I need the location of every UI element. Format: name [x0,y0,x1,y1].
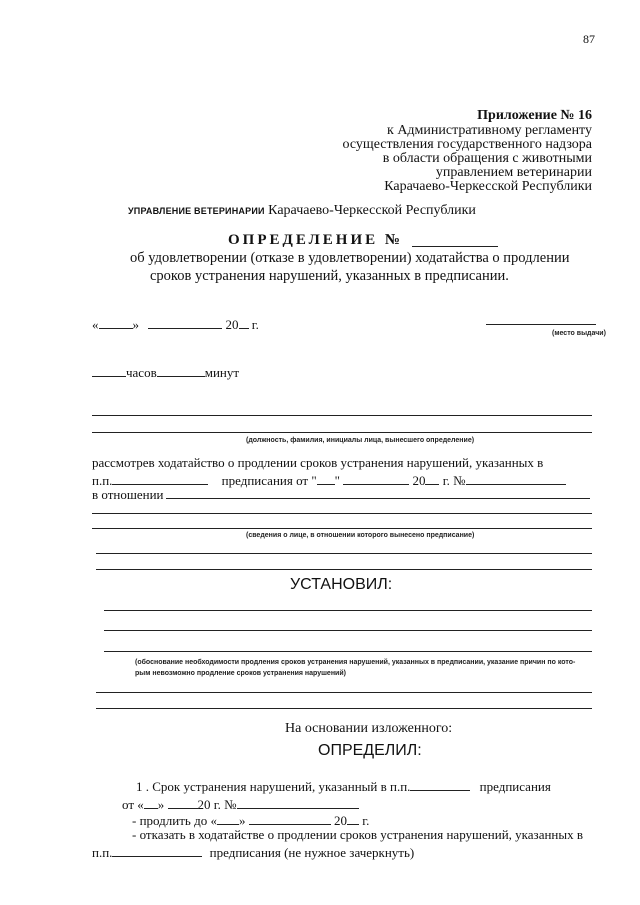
time-line [92,364,239,380]
item-5-order-label: предписания (не нужное зачеркнуть) [209,845,415,860]
org-bold: УПРАВЛЕНИЕ ВЕТЕРИНАРИИ [128,206,265,216]
established-line-3[interactable] [104,651,592,652]
date-year: 20 [225,317,239,332]
regarding-line-3[interactable] [92,528,592,529]
body-line-1: рассмотрев ходатайство о продлении сроков устранения нарушений, указанных в [92,455,544,470]
based-on-text: На основании изложенного: [285,721,453,736]
item-2-month-field[interactable] [168,796,198,809]
order-number-field[interactable] [466,472,566,485]
person-line-1[interactable] [96,553,592,554]
order-day-field[interactable] [317,472,335,485]
official-line-2[interactable] [92,432,592,433]
date-quote-close: » [132,317,139,332]
extend-day-field[interactable] [217,812,239,825]
doc-number-line[interactable] [412,246,498,247]
extend-year-field[interactable] [347,812,359,825]
hours-field[interactable] [92,364,126,377]
date-month-field[interactable] [148,316,222,329]
minutes-label: минут [204,365,240,380]
item-2-from-label: от « [122,797,144,812]
date-quote-open: « [92,317,99,332]
doc-title: ОПРЕДЕЛЕНИЕ № [228,232,403,248]
extend-label: - продлить до « [132,813,217,828]
established-line-1[interactable] [104,610,592,611]
place-field[interactable] [486,324,596,325]
regarding-label: в отношении [92,487,164,502]
item-1-label: 1 . Срок устранения нарушений, указанный в п.п. [136,779,411,794]
org-rest: Карачаево-Черкесской Республики [268,203,476,218]
person-line-2[interactable] [96,569,592,570]
item-5-pp-field[interactable] [112,844,202,857]
doc-subtitle-1: об удовлетворении (отказе в удовлетворении) ходатайства о продлении [130,250,570,266]
order-year: 20 [412,473,426,488]
date-line [92,316,259,332]
order-date-label: предписания от " [221,473,317,488]
official-line-1[interactable] [92,415,592,416]
appendix-line-4: управлением ветеринарии [435,165,592,180]
item-3 [132,812,369,828]
justification-line-2[interactable] [96,708,592,709]
item-4: - отказать в ходатайстве о продлении сроков устранения нарушений, указанных в [132,827,584,842]
place-caption: (место выдачи) [552,330,606,337]
extend-quote-close: » [238,813,246,828]
order-quote-close: " [334,473,340,488]
item-1-order-label: предписания [479,779,551,794]
official-caption: (должность, фамилия, инициалы лица, вынесшего определение) [246,437,475,444]
established-heading: УСТАНОВИЛ: [290,576,393,593]
item-2-day-field[interactable] [144,796,158,809]
person-caption: (сведения о лице, в отношении которого вынесено предписание) [246,532,475,539]
order-month-field[interactable] [343,472,409,485]
date-day-field[interactable] [99,316,133,329]
hours-label: часов [126,365,157,380]
appendix-line-1: к Административному регламенту [387,123,592,138]
decided-heading: ОПРЕДЕЛИЛ: [318,742,422,759]
appendix-title: Приложение № 16 [477,108,592,123]
body-line-2 [92,472,566,488]
item-2-quote-close: » [157,797,165,812]
date-year-suffix: г. [251,317,259,332]
item-2 [122,796,359,812]
item-2-number-label: г. № [213,797,237,812]
pp-field[interactable] [112,472,208,485]
item-2-year: 20 [197,797,211,812]
justification-caption-2: рым невозможно продление сроков устранения нарушений) [135,670,346,677]
justification-caption-1: (обоснование необходимости продления сроков устранения нарушений, указанных в предписании, указание причин по кото- [135,659,576,666]
pp-label: п.п. [92,473,113,488]
extend-year: 20 [333,813,347,828]
item-1 [136,778,551,794]
order-number-label: г. № [442,473,466,488]
item-1-pp-field[interactable] [410,778,470,791]
extend-month-field[interactable] [249,812,331,825]
regarding-line-2[interactable] [92,513,592,514]
appendix-line-3: в области обращения с животными [382,151,592,166]
item-5-pp-label: п.п. [92,845,113,860]
appendix-line-2: осуществления государственного надзора [342,137,592,152]
date-year-field[interactable] [239,316,249,329]
established-line-2[interactable] [104,630,592,631]
order-year-field[interactable] [425,472,439,485]
item-5 [92,844,414,860]
body-line-3 [92,488,164,502]
appendix-line-5: Карачаево-Черкесской Республики [384,179,592,194]
extend-year-suffix: г. [362,813,370,828]
page-number: 87 [583,32,595,46]
regarding-field[interactable] [166,498,590,499]
minutes-field[interactable] [157,364,205,377]
justification-line-1[interactable] [96,692,592,693]
doc-subtitle-2: сроков устранения нарушений, указанных в предписании. [150,268,509,284]
item-2-number-field[interactable] [237,796,359,809]
org-line [128,203,476,219]
